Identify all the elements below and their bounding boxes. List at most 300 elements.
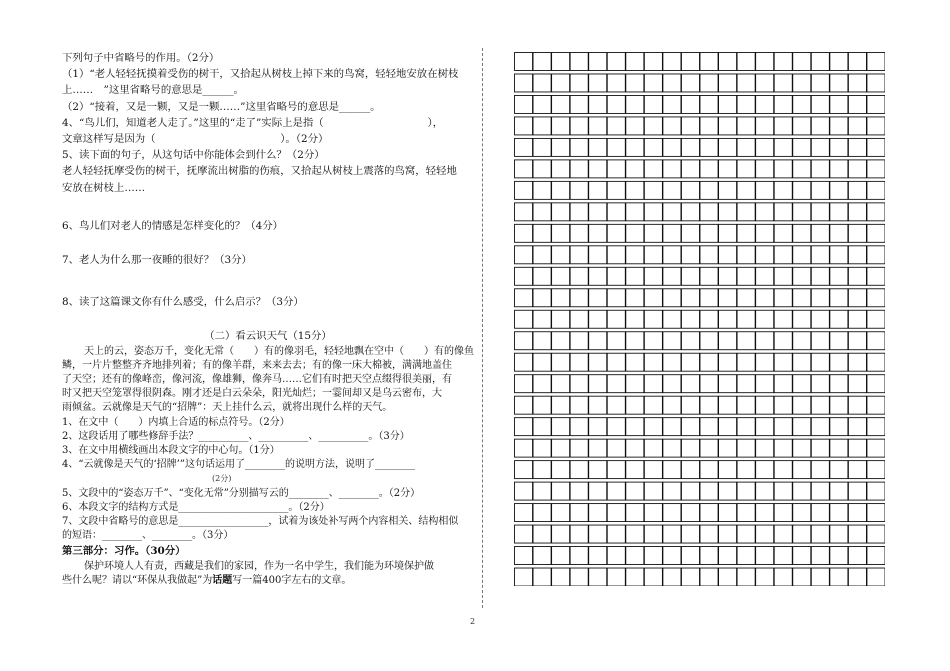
grid-cell (811, 53, 829, 71)
grid-cell (848, 310, 866, 328)
grid-cell (570, 568, 588, 586)
grid-cell (830, 504, 848, 522)
grid-cell (737, 482, 755, 500)
grid-cell (515, 117, 533, 135)
grid-cell (719, 482, 737, 500)
question-5: 5、读下面的句子，从这句话中你能体会到什么？（2分） (62, 149, 325, 162)
grid-cell (793, 439, 811, 457)
grid-cell (570, 482, 588, 500)
grid-cell (681, 396, 699, 414)
grid-cell (793, 224, 811, 242)
grid-cell (626, 396, 644, 414)
grid-cell (867, 95, 885, 113)
grid-cell (552, 224, 570, 242)
grid-cell (663, 224, 681, 242)
grid-cell (830, 353, 848, 371)
grid-cell (811, 568, 829, 586)
grid-cell (663, 289, 681, 307)
grid-cell (737, 53, 755, 71)
grid-cell (774, 547, 792, 565)
grid-cell (644, 95, 662, 113)
grid-cell (626, 439, 644, 457)
grid-cell (663, 482, 681, 500)
grid-cell (552, 160, 570, 178)
grid-cell (607, 418, 625, 436)
grid-cell (830, 439, 848, 457)
grid-cell (663, 160, 681, 178)
grid-cell (626, 138, 644, 156)
grid-cell (644, 396, 662, 414)
grid-cell (626, 353, 644, 371)
grid-cell (756, 547, 774, 565)
grid-cell (830, 525, 848, 543)
grid-cell (552, 95, 570, 113)
grid-cell (737, 568, 755, 586)
grid-cell (552, 482, 570, 500)
grid-cell (737, 117, 755, 135)
grid-cell (774, 396, 792, 414)
grid-cell (607, 439, 625, 457)
passage-line: 时又把天空笼罩得很阴森。刚才还是白云朵朵，阳光灿烂；一霎间却又是乌云密布，大 (62, 388, 442, 400)
grid-cell (756, 181, 774, 199)
grid-cell (644, 224, 662, 242)
grid-cell (626, 525, 644, 543)
grid-cell (607, 117, 625, 135)
grid-cell (515, 504, 533, 522)
grid-cell (811, 289, 829, 307)
grid-cell (644, 246, 662, 264)
grid-cell (737, 332, 755, 350)
grid-cell (552, 418, 570, 436)
grid-cell (756, 396, 774, 414)
grid-cell (663, 439, 681, 457)
grid-cell (848, 95, 866, 113)
grid-cell (867, 160, 885, 178)
grid-cell (756, 504, 774, 522)
grid-cell (515, 224, 533, 242)
column-divider (482, 48, 483, 608)
grid-cell (626, 332, 644, 350)
grid-cell (793, 310, 811, 328)
grid-cell (663, 181, 681, 199)
grid-cell (515, 74, 533, 92)
grid-cell (867, 246, 885, 264)
grid-cell (515, 246, 533, 264)
grid-cell (830, 95, 848, 113)
grid-cell (756, 246, 774, 264)
grid-cell (867, 568, 885, 586)
question-line: 2、这段话用了哪些修辞手法？__________、__________、__________。（3分） (62, 430, 410, 442)
grid-cell (552, 439, 570, 457)
grid-cell (774, 95, 792, 113)
grid-cell (533, 482, 551, 500)
grid-cell (830, 267, 848, 285)
grid-cell (737, 138, 755, 156)
grid-cell (848, 267, 866, 285)
grid-cell (737, 353, 755, 371)
grid-cell (570, 332, 588, 350)
question-line: 7、文段中省略号的意思是__________________，试着为该处补写两个内容相关、结构相似 (62, 516, 459, 528)
grid-cell (867, 375, 885, 393)
grid-cell (811, 95, 829, 113)
grid-cell (681, 181, 699, 199)
grid-cell (756, 375, 774, 393)
grid-cell (644, 418, 662, 436)
grid-cell (830, 224, 848, 242)
grid-cell (848, 482, 866, 500)
grid-cell (589, 53, 607, 71)
grid-cell (793, 332, 811, 350)
grid-cell (515, 439, 533, 457)
grid-cell (719, 439, 737, 457)
grid-cell (848, 203, 866, 221)
grid-cell (626, 547, 644, 565)
grid-cell (737, 267, 755, 285)
grid-cell (719, 117, 737, 135)
grid-cell (737, 181, 755, 199)
grid-cell (570, 353, 588, 371)
grid-cell (719, 418, 737, 436)
grid-cell (681, 246, 699, 264)
grid-cell (607, 138, 625, 156)
grid-cell (533, 332, 551, 350)
grid-cell (756, 117, 774, 135)
grid-cell (626, 504, 644, 522)
grid-cell (681, 289, 699, 307)
essay-writing-grid (514, 52, 885, 586)
grid-cell (867, 353, 885, 371)
grid-cell (607, 95, 625, 113)
grid-cell (719, 461, 737, 479)
grid-cell (700, 439, 718, 457)
grid-cell (626, 375, 644, 393)
grid-cell (589, 461, 607, 479)
grid-cell (811, 353, 829, 371)
grid-cell (644, 375, 662, 393)
grid-cell (793, 547, 811, 565)
grid-cell (533, 568, 551, 586)
grid-cell (552, 504, 570, 522)
grid-cell (663, 418, 681, 436)
grid-cell (570, 418, 588, 436)
text-line: （2）“接着，又是一颗，又是一颗……”这里省略号的意思是______。 (62, 100, 381, 113)
grid-cell (626, 160, 644, 178)
grid-cell (867, 418, 885, 436)
grid-cell (793, 568, 811, 586)
grid-cell (570, 375, 588, 393)
grid-cell (848, 439, 866, 457)
grid-cell (533, 353, 551, 371)
grid-cell (515, 418, 533, 436)
grid-cell (793, 418, 811, 436)
grid-cell (515, 95, 533, 113)
grid-cell (552, 353, 570, 371)
grid-cell (570, 53, 588, 71)
grid-cell (533, 53, 551, 71)
grid-cell (607, 160, 625, 178)
grid-cell (811, 246, 829, 264)
grid-cell (830, 482, 848, 500)
grid-cell (589, 95, 607, 113)
essay-prompt: 保护环境人人有责，西藏是我们的家园，作为一名中学生，我们能为环境保护做 (84, 560, 434, 572)
grid-cell (644, 482, 662, 500)
grid-cell (756, 224, 774, 242)
text-line: （1）“老人轻轻抚摸着受伤的树干，又拾起从树枝上掉下来的鸟窝，轻轻地安放在树枝 (62, 68, 459, 81)
grid-cell (811, 396, 829, 414)
grid-cell (607, 504, 625, 522)
grid-cell (719, 203, 737, 221)
grid-cell (570, 203, 588, 221)
grid-cell (589, 418, 607, 436)
grid-cell (867, 224, 885, 242)
grid-cell (867, 396, 885, 414)
grid-cell (867, 310, 885, 328)
grid-cell (774, 160, 792, 178)
grid-cell (719, 289, 737, 307)
grid-cell (533, 246, 551, 264)
grid-cell (848, 547, 866, 565)
grid-cell (644, 310, 662, 328)
grid-cell (533, 160, 551, 178)
grid-cell (589, 74, 607, 92)
grid-cell (700, 504, 718, 522)
grid-cell (774, 353, 792, 371)
grid-cell (793, 138, 811, 156)
grid-cell (607, 396, 625, 414)
grid-cell (737, 310, 755, 328)
grid-cell (700, 525, 718, 543)
grid-cell (830, 138, 848, 156)
grid-cell (626, 203, 644, 221)
grid-cell (737, 289, 755, 307)
grid-cell (570, 117, 588, 135)
grid-cell (663, 138, 681, 156)
grid-cell (811, 418, 829, 436)
question-line: 6、本段文字的结构方式是______________________。（2分） (62, 501, 330, 513)
grid-cell (848, 74, 866, 92)
question-line: 4、“云就像是天气的‘招牌’”这句话运用了________的说明方法，说明了________ (62, 459, 415, 471)
grid-cell (719, 267, 737, 285)
grid-cell (663, 375, 681, 393)
grid-cell (589, 289, 607, 307)
grid-cell (607, 332, 625, 350)
grid-cell (848, 353, 866, 371)
grid-cell (774, 74, 792, 92)
grid-cell (811, 117, 829, 135)
grid-cell (793, 504, 811, 522)
grid-cell (515, 461, 533, 479)
grid-cell (793, 74, 811, 92)
grid-cell (719, 53, 737, 71)
question-line: 的短语：________、________。（3分） (62, 530, 234, 542)
grid-cell (626, 246, 644, 264)
grid-cell (644, 117, 662, 135)
grid-cell (811, 160, 829, 178)
grid-cell (607, 203, 625, 221)
grid-cell (811, 138, 829, 156)
grid-cell (719, 310, 737, 328)
grid-cell (626, 74, 644, 92)
grid-cell (830, 375, 848, 393)
grid-cell (644, 547, 662, 565)
grid-cell (533, 418, 551, 436)
grid-cell (848, 568, 866, 586)
grid-cell (756, 289, 774, 307)
grid-cell (848, 53, 866, 71)
grid-cell (811, 310, 829, 328)
grid-cell (589, 375, 607, 393)
grid-cell (681, 504, 699, 522)
grid-cell (589, 439, 607, 457)
grid-cell (626, 117, 644, 135)
grid-cell (552, 375, 570, 393)
grid-cell (681, 203, 699, 221)
grid-cell (589, 246, 607, 264)
grid-cell (663, 203, 681, 221)
grid-cell (737, 95, 755, 113)
grid-cell (811, 203, 829, 221)
grid-cell (589, 525, 607, 543)
grid-cell (663, 525, 681, 543)
grid-cell (515, 547, 533, 565)
grid-cell (626, 224, 644, 242)
grid-cell (793, 525, 811, 543)
grid-cell (626, 53, 644, 71)
grid-cell (719, 224, 737, 242)
grid-cell (867, 203, 885, 221)
grid-cell (515, 353, 533, 371)
grid-cell (811, 461, 829, 479)
grid-cell (867, 181, 885, 199)
grid-cell (811, 181, 829, 199)
grid-cell (515, 525, 533, 543)
grid-cell (607, 482, 625, 500)
grid-cell (700, 482, 718, 500)
grid-cell (607, 246, 625, 264)
grid-cell (552, 53, 570, 71)
grid-cell (774, 267, 792, 285)
grid-cell (570, 439, 588, 457)
grid-cell (515, 203, 533, 221)
grid-cell (589, 160, 607, 178)
grid-cell (811, 482, 829, 500)
grid-cell (681, 117, 699, 135)
grid-cell (607, 547, 625, 565)
grid-cell (589, 138, 607, 156)
grid-cell (533, 396, 551, 414)
grid-cell (756, 160, 774, 178)
grid-cell (811, 439, 829, 457)
grid-cell (811, 375, 829, 393)
grid-cell (867, 547, 885, 565)
grid-cell (570, 74, 588, 92)
grid-cell (570, 160, 588, 178)
grid-cell (774, 203, 792, 221)
grid-cell (719, 246, 737, 264)
grid-cell (681, 439, 699, 457)
grid-cell (663, 568, 681, 586)
grid-cell (700, 353, 718, 371)
grid-cell (681, 267, 699, 285)
grid-cell (681, 74, 699, 92)
grid-cell (848, 160, 866, 178)
grid-cell (663, 117, 681, 135)
grid-cell (811, 267, 829, 285)
grid-cell (681, 547, 699, 565)
grid-cell (793, 117, 811, 135)
grid-cell (848, 332, 866, 350)
grid-cell (867, 53, 885, 71)
grid-cell (681, 418, 699, 436)
grid-cell (570, 310, 588, 328)
grid-cell (607, 181, 625, 199)
grid-cell (867, 289, 885, 307)
question-8: 8、读了这篇课文你有什么感受，什么启示？（3分） (62, 296, 304, 309)
grid-cell (515, 138, 533, 156)
grid-cell (533, 375, 551, 393)
grid-cell (681, 224, 699, 242)
grid-cell (774, 332, 792, 350)
grid-cell (756, 267, 774, 285)
grid-cell (552, 332, 570, 350)
grid-cell (663, 332, 681, 350)
grid-cell (774, 181, 792, 199)
grid-cell (737, 439, 755, 457)
grid-cell (570, 461, 588, 479)
grid-cell (700, 418, 718, 436)
passage-line: 鳞，一片片整整齐齐地排列着；有的像羊群，来来去去；有的像一床大棉被，满满地盖住 (62, 359, 452, 371)
grid-cell (644, 504, 662, 522)
question-7: 7、老人为什么那一夜睡的很好？（3分） (62, 254, 252, 267)
grid-cell (848, 289, 866, 307)
grid-cell (774, 246, 792, 264)
grid-cell (719, 525, 737, 543)
grid-cell (793, 353, 811, 371)
grid-cell (533, 289, 551, 307)
grid-cell (867, 332, 885, 350)
grid-cell (793, 482, 811, 500)
grid-cell (700, 53, 718, 71)
grid-cell (848, 224, 866, 242)
grid-cell (681, 375, 699, 393)
grid-cell (626, 482, 644, 500)
grid-cell (589, 267, 607, 285)
grid-cell (700, 246, 718, 264)
grid-cell (515, 332, 533, 350)
part3-heading: 第三部分：习作。（30分） (62, 545, 186, 558)
essay-topic-word: 话题 (212, 574, 233, 586)
grid-cell (663, 504, 681, 522)
grid-cell (811, 74, 829, 92)
grid-cell (552, 267, 570, 285)
grid-cell (774, 289, 792, 307)
grid-cell (552, 525, 570, 543)
grid-cell (607, 525, 625, 543)
grid-cell (515, 181, 533, 199)
grid-cell (830, 310, 848, 328)
grid-cell (719, 160, 737, 178)
grid-cell (607, 568, 625, 586)
grid-cell (533, 95, 551, 113)
grid-cell (793, 396, 811, 414)
grid-cell (774, 439, 792, 457)
grid-cell (589, 310, 607, 328)
grid-cell (700, 267, 718, 285)
grid-cell (607, 53, 625, 71)
grid-cell (552, 138, 570, 156)
grid-cell (700, 568, 718, 586)
grid-cell (515, 396, 533, 414)
